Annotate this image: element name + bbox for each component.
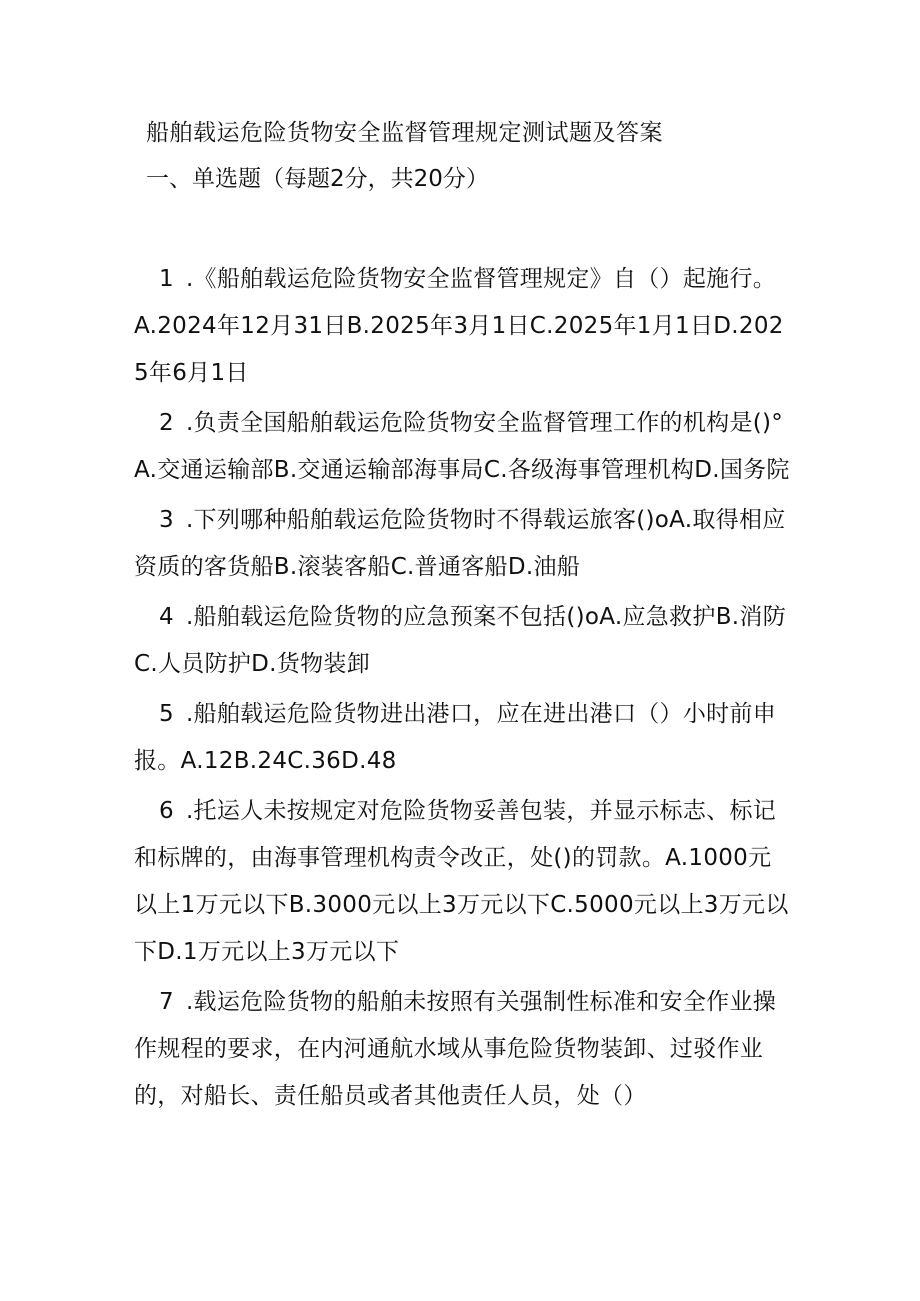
question-text: .载运危险货物的船舶未按照有关强制性标准和安全作业操作规程的要求，在内河通航水域从事危险货物装卸、过驳作业的，对船长、责任船员或者其他责任人员，处（） — [134, 989, 777, 1109]
question-number: 7 — [159, 989, 174, 1015]
question-item — [134, 979, 794, 1120]
question-text: .托运人未按规定对危险货物妥善包装，并显示标志、标记和标牌的，由海事管理机构责令改正，处()的罚款。A.1000元以上1万元以下B.3000元以上3万元以下C.5000元以上3万元以下D.1万元以上3万元以下 — [134, 798, 789, 965]
question-list — [134, 256, 794, 1123]
question-item — [134, 256, 794, 397]
question-number: 5 — [159, 701, 174, 727]
question-number: 3 — [159, 507, 174, 533]
question-text: .负责全国船舶载运危险货物安全监督管理工作的机构是()°A.交通运输部B.交通运输部海事局C.各级海事管理机构D.国务院 — [134, 410, 790, 483]
document-title: 船舶载运危险货物安全监督管理规定测试题及答案 — [146, 120, 663, 146]
question-number: 2 — [159, 410, 174, 436]
question-number: 4 — [159, 604, 174, 630]
question-text: .船舶载运危险货物的应急预案不包括()oA.应急救护B.消防C.人员防护D.货物装卸 — [134, 604, 786, 677]
question-item — [134, 594, 794, 688]
question-text: .下列哪种船舶载运危险货物时不得载运旅客()oA.取得相应资质的客货船B.滚装客船C.普通客船D.油船 — [134, 507, 786, 580]
question-item — [134, 788, 794, 976]
question-item — [134, 691, 794, 785]
question-item — [134, 497, 794, 591]
question-number: 6 — [159, 798, 174, 824]
question-number: 1 — [159, 266, 174, 292]
question-text: .船舶载运危险货物进出港口，应在进出港口（）小时前申报。A.12B.24C.36D.48 — [134, 701, 777, 774]
question-item — [134, 400, 794, 494]
question-text: .《船舶载运危险货物安全监督管理规定》自（）起施行。A.2024年12月31日B.2025年3月1日C.2025年1月1日D.2025年6月1日 — [134, 266, 784, 386]
section-heading: 一、单选题（每题2分，共20分） — [146, 166, 489, 192]
